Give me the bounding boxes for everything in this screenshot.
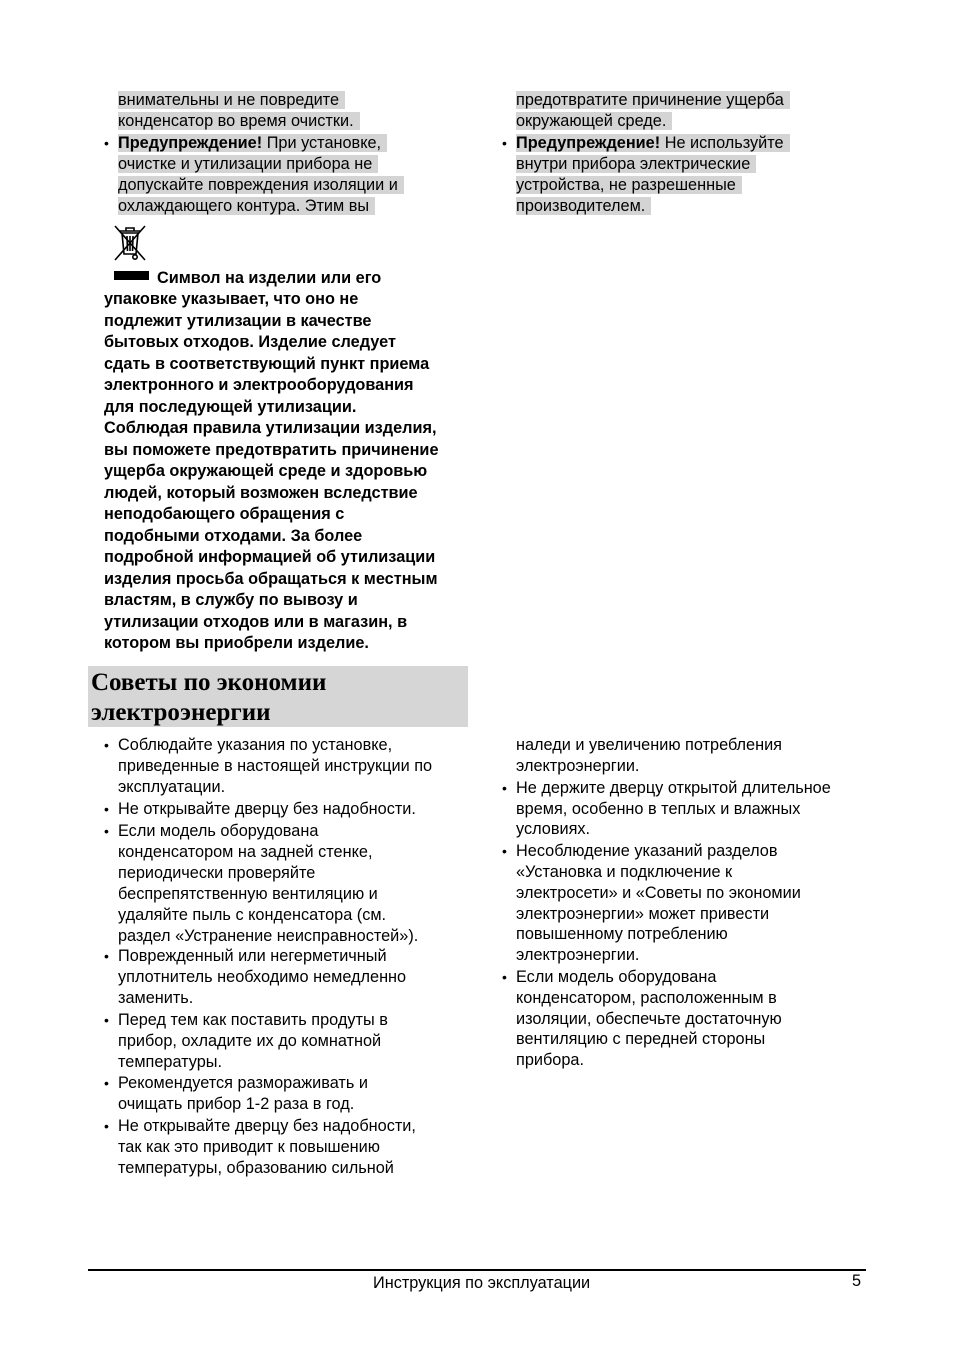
section-heading: Советы по экономии bbox=[91, 669, 327, 696]
disposal-line: людей, который возможен вследствие bbox=[104, 484, 418, 502]
text-line: предотвратите причинение ущерба bbox=[516, 90, 790, 111]
list-item-line: приведенные в настоящей инструкции по bbox=[118, 757, 433, 775]
list-item-line: уплотнитель необходимо немедленно bbox=[118, 968, 407, 986]
list-item-line: электроэнергии. bbox=[516, 946, 640, 964]
disposal-line: неподобающего обращения с bbox=[104, 505, 345, 523]
text-line: допускайте повреждения изоляции и bbox=[118, 175, 404, 196]
disposal-line: властям, в службу по вывозу и bbox=[104, 591, 358, 609]
disposal-line: ущерба окружающей среде и здоровью bbox=[104, 462, 428, 480]
page-number: 5 bbox=[852, 1272, 862, 1290]
bullet-icon: • bbox=[502, 969, 507, 985]
list-item-line: Не открывайте дверцу без надобности. bbox=[118, 800, 416, 818]
text-line: конденсатор во время очистки. bbox=[118, 111, 360, 132]
bullet-icon: • bbox=[104, 823, 109, 839]
disposal-line: котором вы приобрели изделие. bbox=[104, 634, 369, 652]
disposal-line: для последующей утилизации. bbox=[104, 398, 357, 416]
disposal-line: электронного и электрооборудования bbox=[104, 376, 414, 394]
footer-divider bbox=[88, 1269, 866, 1271]
list-item-line: Соблюдайте указания по установке, bbox=[118, 736, 393, 754]
list-item-line: Поврежденный или негерметичный bbox=[118, 947, 387, 965]
text-line: охлаждающего контура. Этим вы bbox=[118, 196, 375, 217]
text-line: производителем. bbox=[516, 196, 651, 217]
list-item-line: время, особенно в теплых и влажных bbox=[516, 800, 801, 818]
symbol-underline-bar bbox=[114, 271, 149, 280]
list-item-line: электроэнергии. bbox=[516, 757, 640, 775]
list-item-line: прибор, охладите их до комнатной bbox=[118, 1032, 382, 1050]
list-item-line: периодически проверяйте bbox=[118, 864, 316, 882]
disposal-line: Соблюдая правила утилизации изделия, bbox=[104, 419, 437, 437]
bullet-icon: • bbox=[502, 135, 507, 151]
list-item-line: «Установка и подключение к bbox=[516, 863, 733, 881]
list-item-line: беспрепятственную вентиляцию и bbox=[118, 885, 378, 903]
disposal-line: сдать в соответствующий пункт приема bbox=[104, 355, 430, 373]
warning-label: Предупреждение! bbox=[516, 134, 661, 152]
section-heading: электроэнергии bbox=[91, 699, 271, 726]
disposal-line: изделия просьба обращаться к местным bbox=[104, 570, 438, 588]
list-item-line: Перед тем как поставить продуты в bbox=[118, 1011, 388, 1029]
list-item-line: прибора. bbox=[516, 1051, 584, 1069]
text-line: внутри прибора электрические bbox=[516, 154, 756, 175]
list-item-line: удаляйте пыль с конденсатора (см. bbox=[118, 906, 387, 924]
list-item-line: температуры, образованию сильной bbox=[118, 1159, 394, 1177]
disposal-line: подобными отходами. За более bbox=[104, 527, 363, 545]
text-line: внимательны и не повредите bbox=[118, 90, 345, 111]
list-item-line: электроэнергии» может привести bbox=[516, 905, 770, 923]
disposal-line: подробной информацией об утилизации bbox=[104, 548, 436, 566]
list-item-line: Несоблюдение указаний разделов bbox=[516, 842, 778, 860]
list-item-line: раздел «Устранение неисправностей»). bbox=[118, 927, 419, 945]
list-item-line: очищать прибор 1-2 раза в год. bbox=[118, 1095, 355, 1113]
list-item-line: вентиляцию с передней стороны bbox=[516, 1030, 766, 1048]
bullet-icon: • bbox=[104, 135, 109, 151]
list-item-line: Если модель оборудована bbox=[118, 822, 319, 840]
list-item-line: условиях. bbox=[516, 820, 591, 838]
list-item-line: заменить. bbox=[118, 989, 194, 1007]
disposal-line: подлежит утилизации в качестве bbox=[104, 312, 372, 330]
list-item-line: конденсатором, расположенным в bbox=[516, 989, 777, 1007]
bullet-icon: • bbox=[104, 1118, 109, 1134]
list-item-line: наледи и увеличению потребления bbox=[516, 736, 782, 754]
list-item-line: электросети» и «Советы по экономии bbox=[516, 884, 801, 902]
bullet-icon: • bbox=[502, 780, 507, 796]
text-line: окружающей среде. bbox=[516, 111, 672, 132]
disposal-line: упаковке указывает, что оно не bbox=[104, 290, 359, 308]
disposal-line: утилизации отходов или в магазин, в bbox=[104, 613, 408, 631]
bullet-icon: • bbox=[104, 801, 109, 817]
bullet-icon: • bbox=[502, 843, 507, 859]
disposal-line: бытовых отходов. Изделие следует bbox=[104, 333, 396, 351]
list-item-line: Если модель оборудована bbox=[516, 968, 717, 986]
list-item-line: конденсатором на задней стенке, bbox=[118, 843, 373, 861]
bullet-icon: • bbox=[104, 737, 109, 753]
list-item-line: так как это приводит к повышению bbox=[118, 1138, 380, 1156]
list-item-line: изоляции, обеспечьте достаточную bbox=[516, 1010, 782, 1028]
bullet-icon: • bbox=[104, 1012, 109, 1028]
footer-title: Инструкция по эксплуатации bbox=[373, 1274, 591, 1292]
list-item-line: эксплуатации. bbox=[118, 778, 226, 796]
bullet-icon: • bbox=[104, 1075, 109, 1091]
warning-line: Предупреждение! При установке, bbox=[118, 133, 387, 154]
text-line: очистке и утилизации прибора не bbox=[118, 154, 378, 175]
warning-line: Предупреждение! Не используйте bbox=[516, 133, 790, 154]
disposal-line: вы поможете предотвратить причинение bbox=[104, 441, 439, 459]
disposal-line: Символ на изделии или его bbox=[157, 269, 382, 287]
crossed-out-wheeled-bin-icon bbox=[109, 221, 151, 263]
bullet-icon: • bbox=[104, 948, 109, 964]
warning-label: Предупреждение! bbox=[118, 134, 263, 152]
list-item-line: температуры. bbox=[118, 1053, 223, 1071]
list-item-line: повышенному потреблению bbox=[516, 925, 728, 943]
list-item-line: Рекомендуется размораживать и bbox=[118, 1074, 368, 1092]
list-item-line: Не держите дверцу открытой длительное bbox=[516, 779, 831, 797]
text-line: устройства, не разрешенные bbox=[516, 175, 742, 196]
list-item-line: Не открывайте дверцу без надобности, bbox=[118, 1117, 416, 1135]
